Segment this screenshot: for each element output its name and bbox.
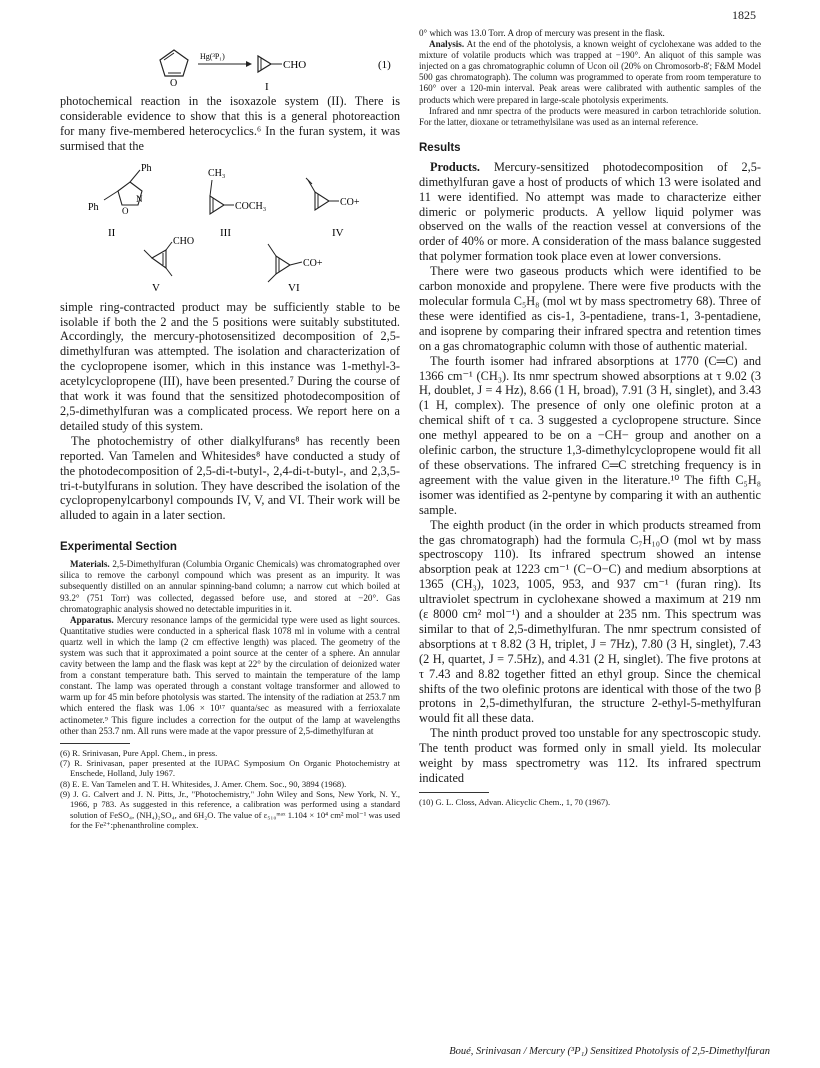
analysis-paragraph-2: Infrared and nmr spectra of the products were measured in carbon tetrachloride solution. For the latter, dioxane or tetramethylsilane was used as an internal reference. bbox=[419, 105, 761, 127]
scheme-2 bbox=[60, 158, 400, 296]
scheme-1 bbox=[60, 28, 400, 94]
running-footer: Boué, Srinivasan / Mercury (³P₁) Sensitized Photolysis of 2,5-Dimethylfuran bbox=[449, 1046, 770, 1057]
svg-text:CO+: CO+ bbox=[340, 196, 360, 208]
furan-to-cyclopropene-scheme bbox=[60, 28, 400, 94]
right-column bbox=[419, 28, 761, 807]
products-paragraph bbox=[419, 160, 761, 264]
svg-text:COCH₃: COCH₃ bbox=[235, 200, 267, 212]
apparatus-text: Mercury resonance lamps of the germicidal type were used as light sources. Quantitative studies were conducted in a spherical flask 1078 ml in volume with a central quartz well in which the lamp (2 cm effective length) was placed. The geometry of the system was such that it approximated a point source at the center of a sphere. An annular cavity between the lamp and the flask was kept at 22° by the circulation of deionized water from a constant temperature bath. This served to maintain the temperature of the lamp constant. The lamp was operated through a constant voltage transformer and allowed to warm up for 45 min before photolysis was started. The intensity of the radiation at 253.7 nm which entered the flask was 1.06 × 10¹⁷ quanta/sec as measured with a ferrioxalate actinometer.⁹ This figure includes a correction for the output of the lamp at wavelengths other than 253.7 nm. All runs were made at the vapor pressure of 2,5-dimethylfuran at bbox=[60, 614, 400, 736]
footnote-rule bbox=[419, 792, 489, 793]
svg-text:Ph: Ph bbox=[141, 162, 152, 174]
right-paragraph: The fourth isomer had infrared absorptions at 1770 (C═C) and 1366 cm⁻¹ (CH₃). Its nmr spectrum showed absorptions at τ 9.02 (3 H, doublet, J = 4 Hz), 8.66 (1 H, broad), 7.91 (3 H, singlet), and 3.43 (1 H, complex). The presence of only one olefinic proton at a chemical shift of τ ca. 3 suggested a cyclopropene structure. Since one methyl appeared to be on a −CH− group and another on a olefinic carbon, the structure 1,3-dimethylcyclopropene would fit all of these observations. The infrared C═C stretching frequency is in agreement with the value given in the literature.¹⁰ The fifth C₅H₈ isomer was identified as 2-pentyne by comparing it with an authentic sample. bbox=[419, 353, 761, 517]
right-paragraph: The ninth product proved too unstable for any spectroscopic study. The tenth product was formed only in small yield. Its molecular weight by mass spectrometry was 112. Its infrared spectrum indicated bbox=[419, 726, 761, 785]
svg-text:I: I bbox=[265, 81, 269, 93]
analysis-text: At the end of the photolysis, a known weight of cyclohexane was added to the mixture of volatile products which was trapped at −190°. An aliquot of this sample was injected on a gas chromatographic column of Ucon oil (20% on Chromosorb-8'; F&M Model 500 gas chromatograph). The column was programmed to operate from room temperature to 160° over a 120-min interval. Peak areas were calibrated with authentic samples of the products which were prepared in large-scale photolysis experiments. bbox=[419, 39, 762, 105]
analysis-paragraph bbox=[419, 39, 761, 106]
right-paragraph: The eighth product (in the order in which products streamed from the gas chromatograph) had the formula C₇H₁₀O (mol wt by mass spectroscopy 110). Its infrared spectrum showed an intense absorption peak at 1223 cm⁻¹ (C−O−C) and medium absorptions at 1365 (CH₃), 1023, 1005, 953, and 937 cm⁻¹ (furan ring). Its ultraviolet spectrum in cyclohexane showed a maximum at 219 nm (ε 8000 cm² mol⁻¹) and a shoulder at 235 nm. This spectrum was similar to that of 2,5-dimethylfuran. The nmr spectrum consisted of absorptions at τ 8.82 (3 H, triplet, J = 7Hz), 7.80 (3 H, singlet), 7.43 (2 H, quartet, J = 7.5Hz), and 4.31 (2 H, singlet). The five protons at τ 7.43 and 8.82 together fitted an ethyl group. Since the chemical shifts of the two olefinic protons are identical with those of the two β protons in 2,5-dimethylfuran, the structure 2-ethyl-5-methylfuran would fit all these data. bbox=[419, 517, 761, 726]
svg-text:V: V bbox=[152, 281, 160, 294]
left-column bbox=[60, 28, 400, 830]
left-paragraph: simple ring-contracted product may be sufficiently stable to be isolable if both the 2 and the 5 positions were suitably substituted. Accordingly, the mercury-photosensitized decomposition of 2,5-dimethylfuran was attempted. The isolation and characterization of the cyclopropene isomer, which in this instance was 1-methyl-3-acetylcyclopropene (III), have been presented.⁷ During the course of that work it was found that the sensitized photodecomposition of 2,5-dimethylfuran was a complicated process. We report here on a detailed study of this system. bbox=[60, 299, 400, 433]
analysis-lead: Analysis. bbox=[429, 39, 465, 50]
right-paragraph: There were two gaseous products which were identified to be carbon monoxide and propylene. There were five products with the molecular formula C₅H₈ (mol wt by mass spectrometry 68). Three of these were identified as cis-1, 3-pentadiene, trans-1, 3-pentadiene, and isoprene by comparing their infrared spectra and retention times on a gas chromatographic column with those of authentic material. bbox=[419, 264, 761, 353]
svg-text:III: III bbox=[220, 226, 231, 239]
page-number: 1825 bbox=[732, 8, 756, 22]
right-top-text: 0° which was 13.0 Torr. A drop of mercury was present in the flask. bbox=[419, 28, 665, 38]
footnote: (7) R. Srinivasan, paper presented at the IUPAC Symposium On Organic Photochemistry at Enschede, Holland, July 1967. bbox=[60, 758, 400, 779]
svg-text:VI: VI bbox=[288, 281, 300, 294]
products-lead: Products. bbox=[430, 159, 480, 174]
results-heading: Results bbox=[419, 141, 461, 154]
experimental-heading: Experimental Section bbox=[60, 541, 177, 554]
svg-text:Hg(³P₁): Hg(³P₁) bbox=[200, 52, 225, 61]
svg-text:O: O bbox=[122, 205, 129, 216]
materials-paragraph bbox=[60, 559, 400, 614]
apparatus-lead: Apparatus. bbox=[70, 614, 114, 625]
footnote: (10) G. L. Closs, Advan. Alicyclic Chem., 1, 70 (1967). bbox=[419, 796, 611, 807]
svg-text:IV: IV bbox=[332, 226, 344, 239]
svg-text:II: II bbox=[108, 226, 116, 239]
products-text: Mercury-sensitized photodecomposition of 2,5-dimethylfuran gave a host of products of which 13 were isolated and 11 were identified. No attempt was made to characterize either dimeric or polymeric products. A yellow liquid polymer was observed on the walls of the reaction vessel at conversions of the order of 40% or more. A consideration of the mass balance suggested that polymer formation took place even at lower conversions. bbox=[419, 159, 761, 264]
svg-text:(1): (1) bbox=[378, 59, 391, 71]
svg-text:N: N bbox=[136, 193, 143, 204]
svg-text:CHO: CHO bbox=[283, 59, 307, 71]
svg-text:CHO: CHO bbox=[173, 235, 195, 247]
intro-paragraph: photochemical reaction in the isoxazole system (II). There is considerable evidence to show that this is a general photoreaction for many five-membered heterocyclics.⁶ In the furan system, it was surmised that the bbox=[60, 94, 400, 153]
footnote: (6) R. Srinivasan, Pure Appl. Chem., in press. bbox=[60, 747, 218, 758]
svg-text:O: O bbox=[170, 78, 178, 89]
svg-text:CO+: CO+ bbox=[303, 257, 323, 269]
footnote: (8) E. E. Van Tamelen and T. H. Whitesides, J. Amer. Chem. Soc., 90, 3894 (1968). bbox=[60, 778, 347, 789]
materials-lead: Materials. bbox=[70, 559, 110, 570]
apparatus-paragraph bbox=[60, 615, 400, 737]
footnote: (9) J. G. Calvert and J. N. Pitts, Jr., "Photochemistry," John Wiley and Sons, New York, N. Y., 1966, p 783. As suggested in this reference, a calibration was performed using a standard solution of FeSO₄, (NH₄)₂SO₄, and 6H₂O. The value of ε₅₁₀ᵐᵃˣ 1.104 × 10⁴ cm² mol⁻¹ was used for the Fe²⁺:phenanthroline complex. bbox=[60, 788, 400, 830]
materials-text: 2,5-Dimethylfuran (Columbia Organic Chemicals) was chromatographed over silica to remove the carbonyl compound which was present as an impurity. It was subsequently distilled on an annular spinning-band column; a narrow cut which boiled at 93.2° (751 Torr) was collected, degassed before use, and stored at −20°. Gas chromatographic analysis showed no detectable impurities in it. bbox=[60, 559, 400, 614]
left-paragraph: The photochemistry of other dialkylfurans⁸ has recently been reported. Van Tamelen and Whitesides⁸ have conducted a study of the photodecomposition of 2,5-di-t-butyl-, 2,4-di-t-butyl-, and 2,3,5-tri-t-butylfurans in solution. They have described the isolation of the cyclopropenylcarbonyl compounds IV, V, and VI. Their work will be alluded to again in a later section. bbox=[60, 433, 400, 523]
svg-text:CH₃: CH₃ bbox=[208, 167, 226, 179]
structures-ii-to-vi bbox=[60, 158, 400, 296]
footnote-rule bbox=[60, 743, 130, 744]
svg-text:Ph: Ph bbox=[88, 201, 99, 213]
